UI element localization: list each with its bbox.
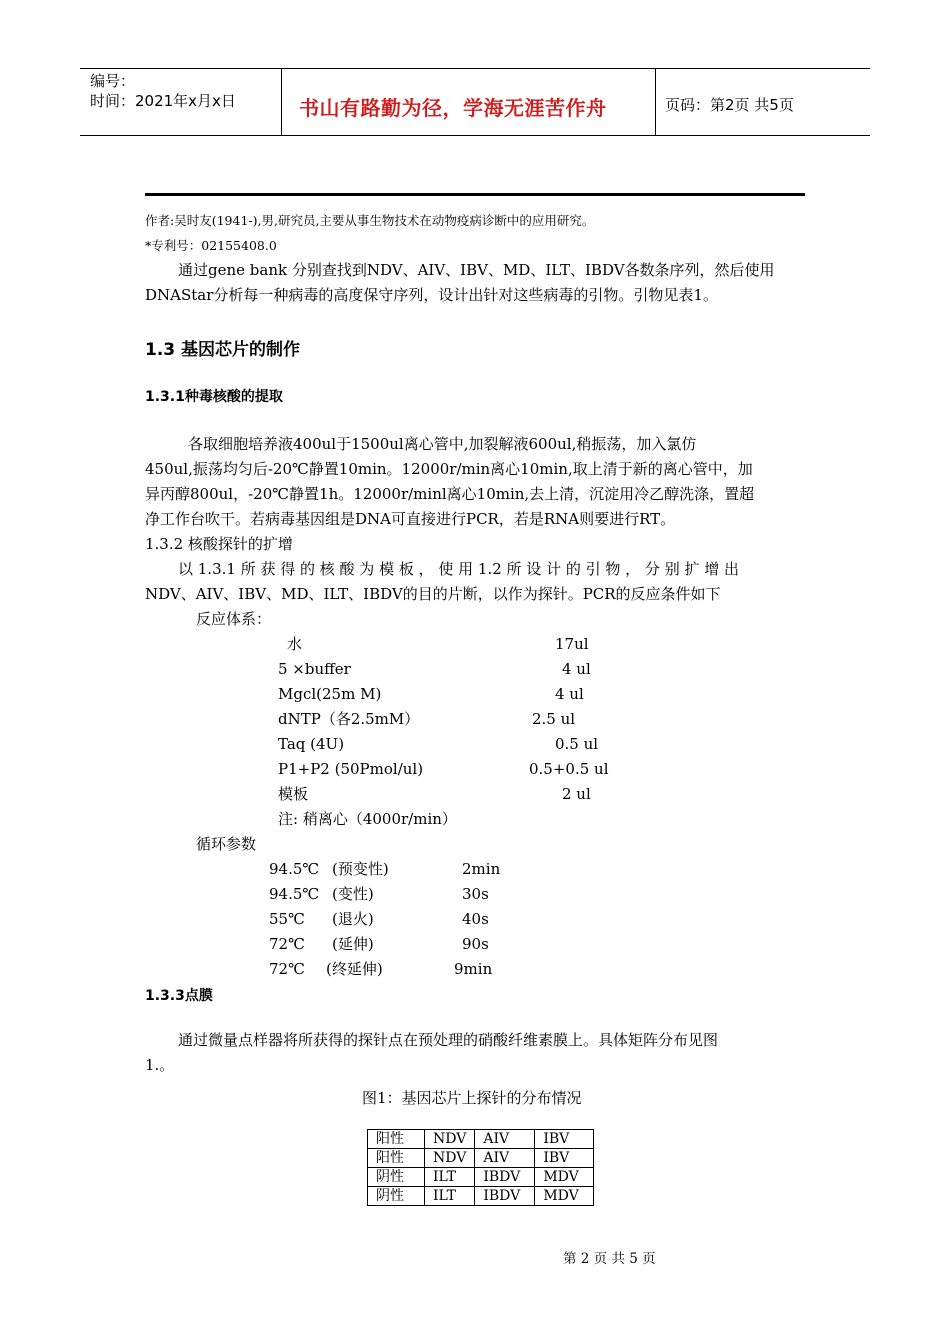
table-cell: AIV xyxy=(475,1130,535,1149)
amplification-line-1: 以 1.3.1 所 获 得 的 核 酸 为 模 板 ， 使 用 1.2 所 设 计 的 引 物 ， 分 别 扩 增 出 xyxy=(178,560,739,578)
table-cell: NDV xyxy=(425,1130,475,1149)
header-motto: 书山有路勤为径，学海无涯苦作舟 xyxy=(299,96,607,120)
reaction-note: 注: 稍离心（4000r/min） xyxy=(278,810,457,828)
header-top-border xyxy=(80,68,870,69)
spotting-line-1: 通过微量点样器将所获得的探针点在预处理的硝酸纤维素膜上。具体矩阵分布见图 xyxy=(178,1031,719,1049)
cycle-temp: 72℃ xyxy=(269,960,305,978)
table-cell: IBDV xyxy=(475,1187,535,1206)
table-row xyxy=(368,1130,594,1149)
reaction-row-name: Taq (4U) xyxy=(278,735,345,753)
page-footer: 第 2 页 共 5 页 xyxy=(563,1251,656,1267)
table-cell: IBDV xyxy=(475,1168,535,1187)
intro-line-2: DNAStar分析每一种病毒的高度保守序列，设计出针对这些病毒的引物。引物见表1。 xyxy=(145,286,718,304)
cycle-temp: 55℃ xyxy=(269,910,305,928)
reaction-row-name: 水 xyxy=(287,635,303,653)
cycle-temp: 94.5℃ xyxy=(269,885,320,903)
table-cell: 阴性 xyxy=(368,1187,425,1206)
cycle-temp: 72℃ xyxy=(269,935,305,953)
reaction-row-amount: 4 ul xyxy=(562,660,591,678)
header-page-label: 页码：第2页 共5页 xyxy=(665,96,794,114)
section-1-3-heading: 1.3 基因芯片的制作 xyxy=(145,340,301,360)
table-cell: ILT xyxy=(425,1168,475,1187)
table-cell: 阳性 xyxy=(368,1149,425,1168)
table-row xyxy=(368,1149,594,1168)
table-cell: 阳性 xyxy=(368,1130,425,1149)
cycle-step: (退火) xyxy=(332,910,374,928)
cycle-parameters-label: 循环参数 xyxy=(196,835,257,853)
author-note: 作者:吴时友(1941-),男,研究员,主要从事生物技术在动物疫病诊断中的应用研究。 xyxy=(145,213,595,228)
table-cell: 阴性 xyxy=(368,1168,425,1187)
header-number-label: 编号： xyxy=(90,72,136,90)
table-cell: IBV xyxy=(535,1149,594,1168)
table-cell: IBV xyxy=(535,1130,594,1149)
header-date-label: 时间：2021年x月x日 xyxy=(90,92,236,110)
reaction-row-amount: 0.5 ul xyxy=(555,735,599,753)
cycle-step: (变性) xyxy=(332,885,374,903)
extraction-line-1: 各取细胞培养液400ul于1500ul离心管中,加裂解液600ul,稍振荡，加入氯仿 xyxy=(188,435,697,453)
reaction-row-amount: 0.5+0.5 ul xyxy=(529,760,609,778)
table-cell: MDV xyxy=(535,1168,594,1187)
section-1-3-3-heading: 1.3.3点膜 xyxy=(145,988,213,1004)
cycle-step: (终延伸) xyxy=(326,960,383,978)
reaction-row-name: 5 ×buffer xyxy=(278,660,351,678)
reaction-row-name: P1+P2 (50Pmol/ul) xyxy=(278,760,424,778)
table-cell: AIV xyxy=(475,1149,535,1168)
cycle-time: 90s xyxy=(462,935,489,953)
cycle-temp: 94.5℃ xyxy=(269,860,320,878)
patent-note: *专利号：02155408.0 xyxy=(145,238,277,253)
amplification-line-2: NDV、AIV、IBV、MD、ILT、IBDV的目的片断，以作为探针。PCR的反应条件如下 xyxy=(145,585,721,603)
reaction-row-amount: 17ul xyxy=(555,635,589,653)
reaction-row-name: Mgcl(25m M) xyxy=(278,685,382,703)
cycle-step: (预变性) xyxy=(332,860,389,878)
extraction-line-3: 异丙醇800ul，-20℃静置1h。12000r/minl离心10min,去上清，沉淀用冷乙醇洗涤，置超 xyxy=(145,485,755,503)
table-cell: NDV xyxy=(425,1149,475,1168)
extraction-line-4: 净工作台吹干。若病毒基因组是DNA可直接进行PCR，若是RNA则要进行RT。 xyxy=(145,510,676,528)
footnote-separator-rule xyxy=(145,193,805,196)
cycle-time: 2min xyxy=(462,860,501,878)
figure-caption: 图1：基因芯片上探针的分布情况 xyxy=(362,1089,582,1107)
reaction-row-amount: 2.5 ul xyxy=(532,710,576,728)
table-row xyxy=(368,1187,594,1206)
reaction-system-label: 反应体系： xyxy=(196,610,272,628)
table-cell: ILT xyxy=(425,1187,475,1206)
section-1-3-2-heading: 1.3.2 核酸探针的扩增 xyxy=(145,535,293,553)
probe-distribution-table xyxy=(367,1129,594,1206)
cycle-time: 30s xyxy=(462,885,489,903)
extraction-line-2: 450ul,振荡均匀后-20℃静置10min。12000r/min离心10min,取上清于新的离心管中，加 xyxy=(145,460,753,478)
reaction-row-amount: 2 ul xyxy=(562,785,591,803)
reaction-row-amount: 4 ul xyxy=(555,685,584,703)
cycle-time: 40s xyxy=(462,910,489,928)
reaction-row-name: dNTP（各2.5mM） xyxy=(278,710,420,728)
intro-line-1: 通过gene bank 分别查找到NDV、AIV、IBV、MD、ILT、IBDV各数条序列，然后使用 xyxy=(178,261,775,279)
reaction-row-name: 模板 xyxy=(278,785,309,803)
header-divider-left xyxy=(281,68,282,136)
header-divider-right xyxy=(655,68,656,136)
table-row xyxy=(368,1168,594,1187)
section-1-3-1-heading: 1.3.1种毒核酸的提取 xyxy=(145,389,283,405)
cycle-time: 9min xyxy=(454,960,493,978)
spotting-line-2: 1.。 xyxy=(145,1056,175,1074)
cycle-step: (延伸) xyxy=(332,935,374,953)
header-bottom-border xyxy=(80,135,870,136)
table-cell: MDV xyxy=(535,1187,594,1206)
